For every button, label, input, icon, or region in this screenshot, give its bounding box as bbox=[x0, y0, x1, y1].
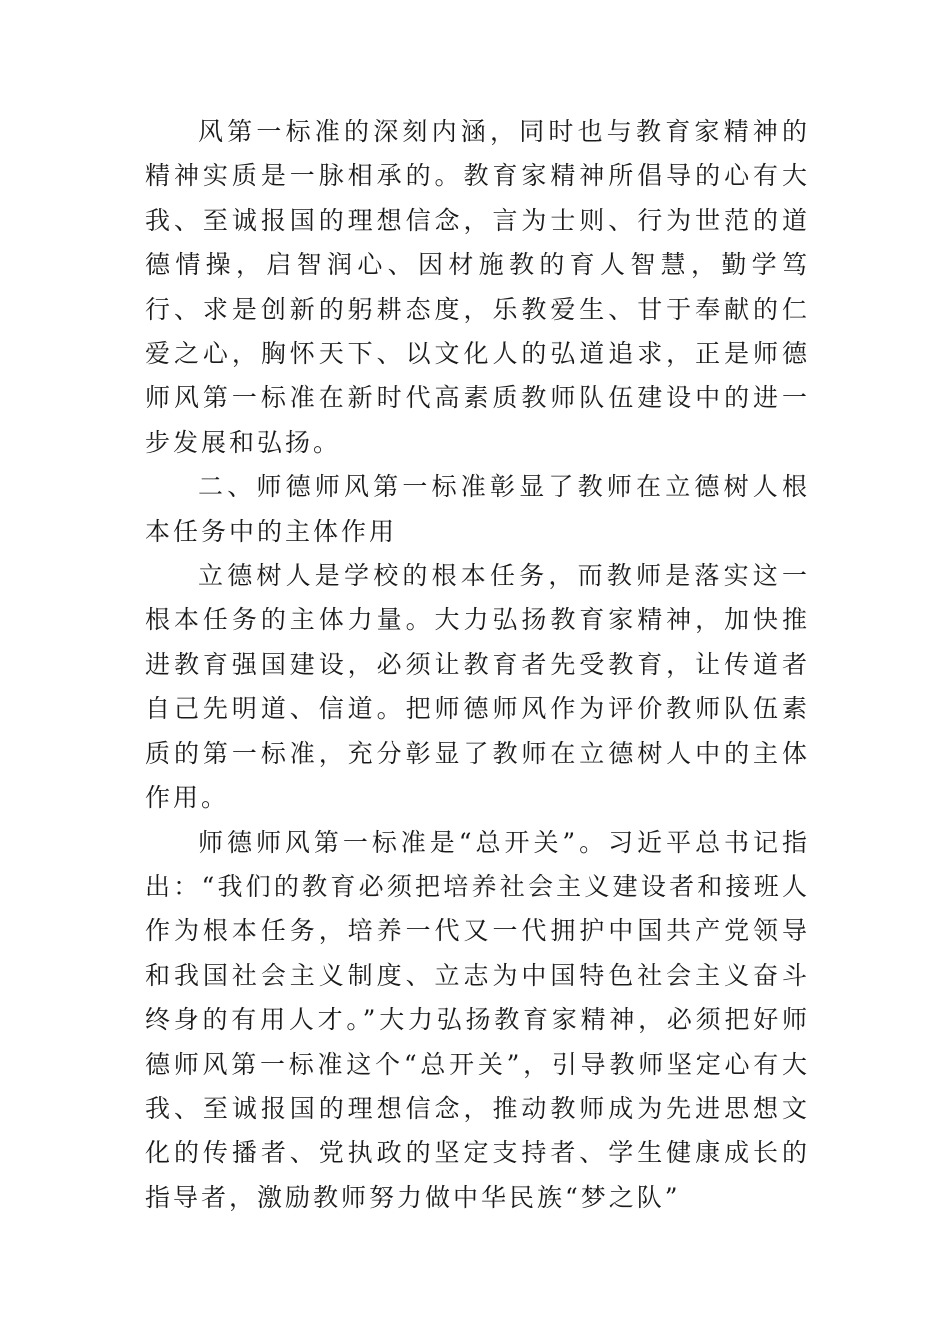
paragraph-body: 立德树人是学校的根本任务，而教师是落实这一根本任务的主体力量。大力弘扬教育家精神，加快推进教育强国建设，必须让教育者先受教育，让传道者自己先明道、信道。把师德师风作为评价教师队伍素质的第一标准，充分彰显了教师在立德树人中的主体作用。 bbox=[145, 561, 810, 813]
section-heading: 二、师德师风第一标准彰显了教师在立德树人根本任务中的主体作用 bbox=[145, 472, 810, 546]
document-page bbox=[145, 110, 810, 1220]
paragraph-body: 师德师风第一标准是“总开关”。习近平总书记指出：“我们的教育必须把培养社会主义建设者和接班人作为根本任务，培养一代又一代拥护中国共产党领导和我国社会主义制度、立志为中国特色社会主义奋斗终身的有用人才。”大力弘扬教育家精神，必须把好师德师风第一标准这个“总开关”，引导教师坚定心有大我、至诚报国的理想信念，推动教师成为先进思想文化的传播者、党执政的坚定支持者、学生健康成长的指导者，激励教师努力做中华民族“梦之队” bbox=[145, 827, 810, 1212]
paragraph-continued: 风第一标准的深刻内涵，同时也与教育家精神的精神实质是一脉相承的。教育家精神所倡导的心有大我、至诚报国的理想信念，言为士则、行为世范的道德情操，启智润心、因材施教的育人智慧，勤学笃行、求是创新的躬耕态度，乐教爱生、甘于奉献的仁爱之心，胸怀天下、以文化人的弘道追求，正是师德师风第一标准在新时代高素质教师队伍建设中的进一步发展和弘扬。 bbox=[145, 117, 810, 457]
